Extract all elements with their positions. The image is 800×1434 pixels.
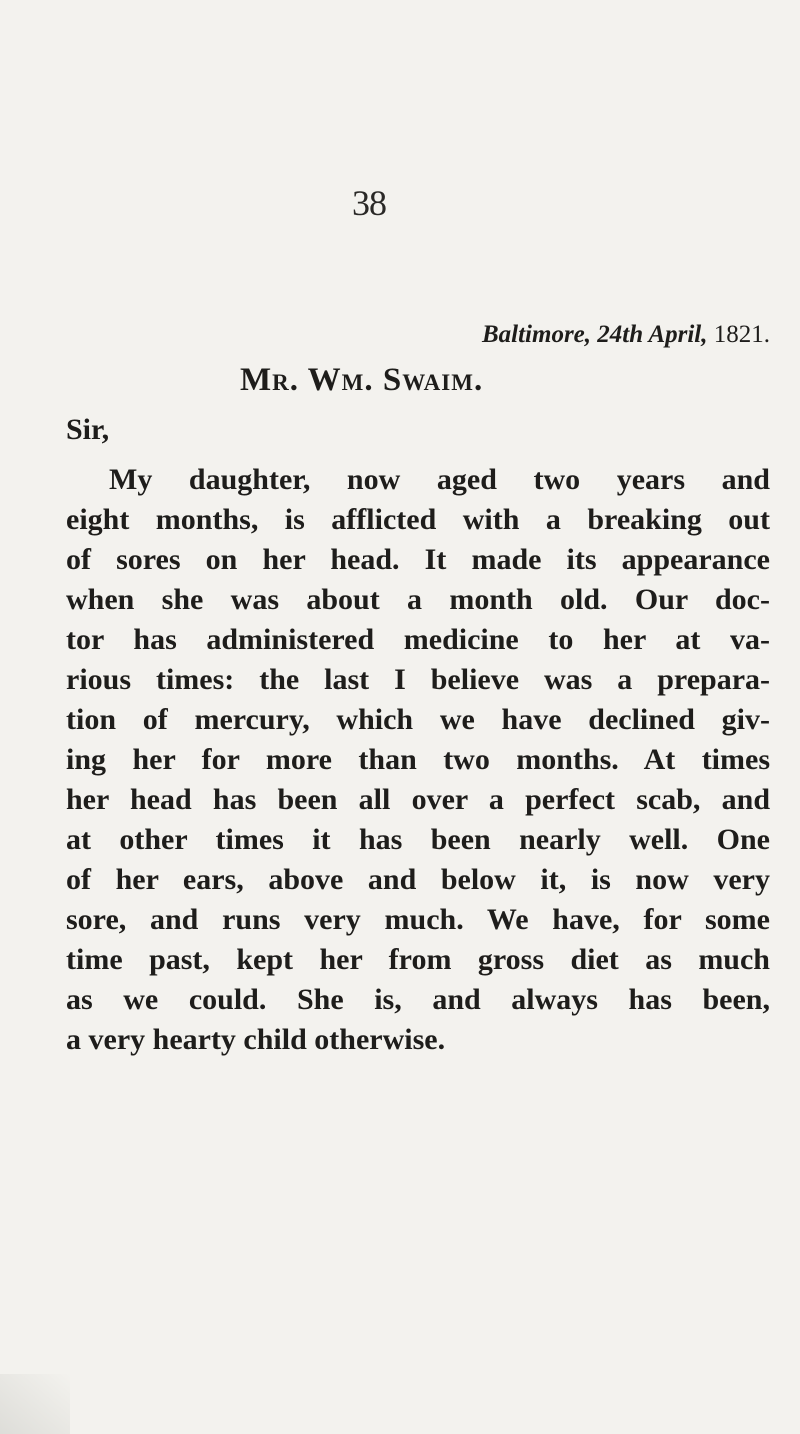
- body-line: as we could. She is, and always has been,: [66, 983, 770, 1016]
- page-number: 38: [352, 183, 386, 223]
- body-line: rious times: the last I believe was a prepara-: [66, 663, 770, 696]
- body-line: at other times it has been nearly well. One: [66, 823, 770, 856]
- body-line: a very hearty child otherwise.: [66, 1023, 446, 1056]
- letter-dateline: [330, 320, 770, 350]
- letter-body: [66, 460, 770, 1060]
- body-line: of sores on her head. It made its appearance: [66, 543, 770, 576]
- dateline-year: 1821.: [713, 321, 770, 348]
- body-line: tor has administered medicine to her at va-: [66, 623, 770, 656]
- body-line: sore, and runs very much. We have, for some: [66, 903, 770, 936]
- body-line: tion of mercury, which we have declined giv-: [66, 703, 770, 736]
- body-line: when she was about a month old. Our doc-: [66, 583, 770, 616]
- body-line: eight months, is afflicted with a breaking out: [66, 503, 770, 536]
- letter-salutation: Sir,: [66, 413, 110, 446]
- body-line: ing her for more than two months. At times: [66, 743, 770, 776]
- dateline-date: 24th April,: [597, 321, 708, 348]
- letter-addressee: Mr. Wm. Swaim.: [240, 362, 484, 398]
- dateline-place: Baltimore,: [481, 321, 592, 348]
- page-corner-shadow: [0, 1374, 70, 1434]
- body-line: of her ears, above and below it, is now very: [66, 863, 770, 896]
- body-line: time past, kept her from gross diet as much: [66, 943, 770, 976]
- body-line: My daughter, now aged two years and: [109, 463, 770, 496]
- body-line: her head has been all over a perfect scab, and: [66, 783, 770, 816]
